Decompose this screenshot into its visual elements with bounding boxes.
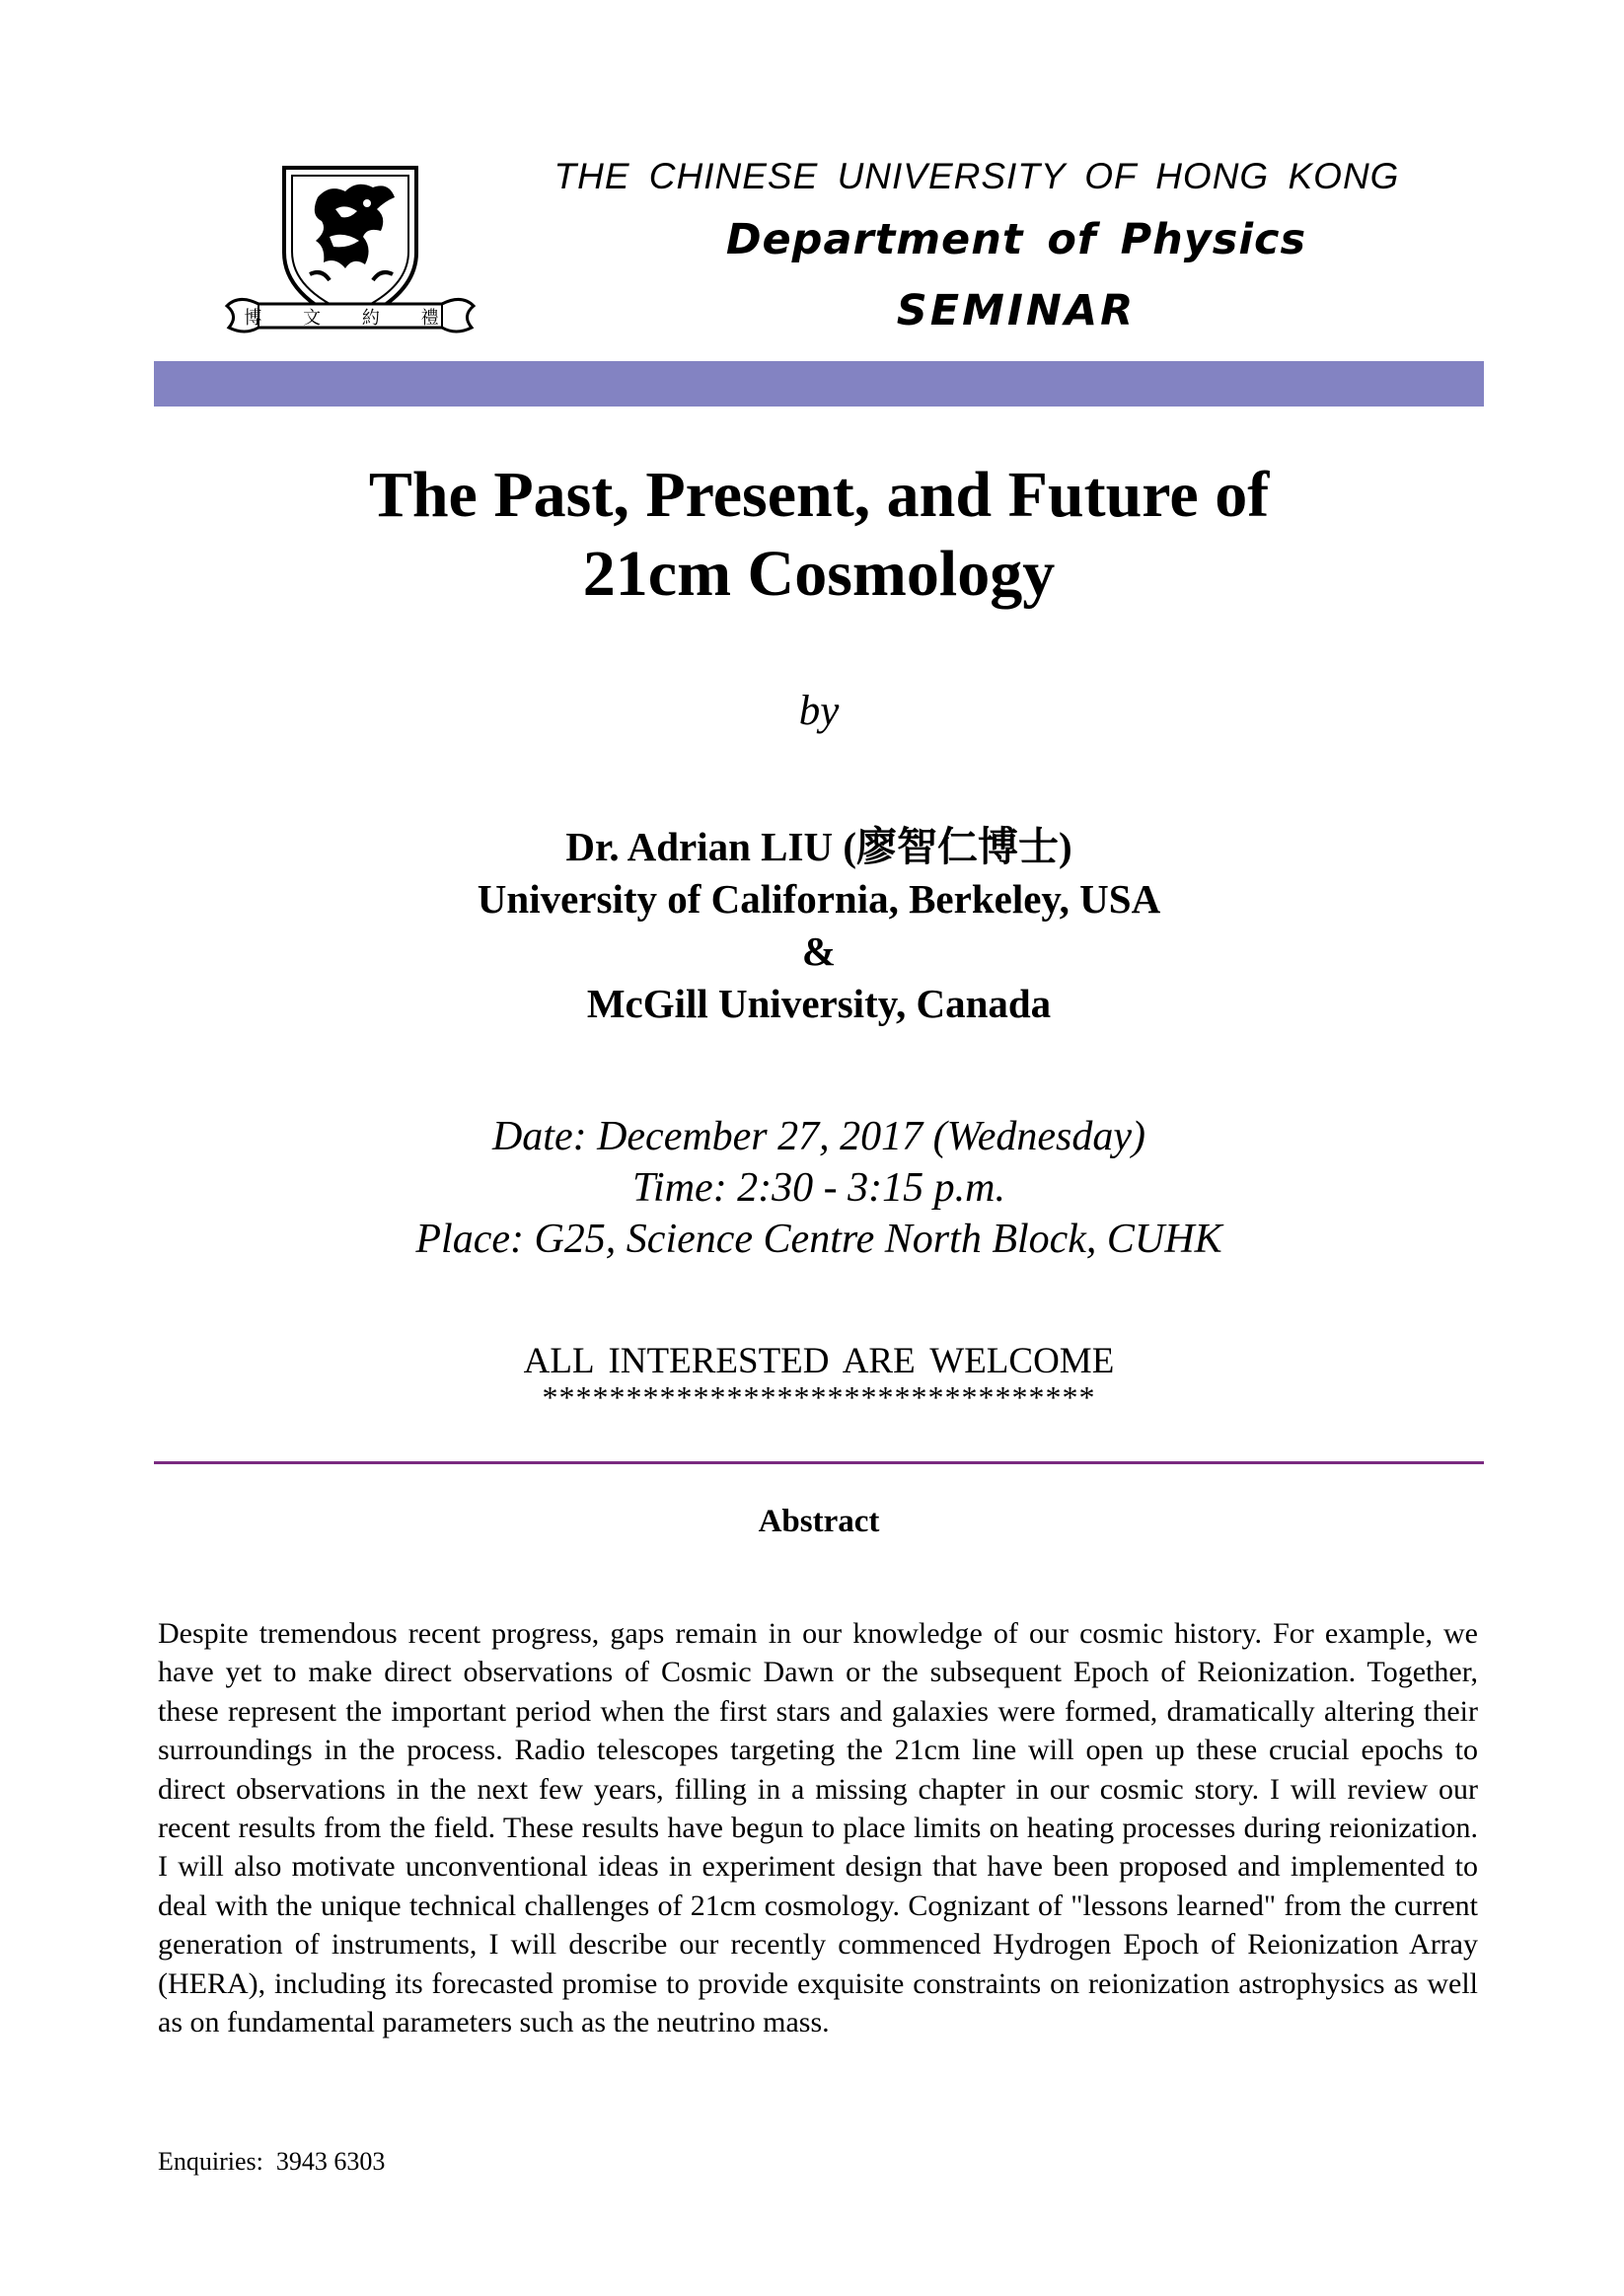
- speaker-name: Dr. Adrian LIU (廖智仁博士): [565, 824, 1072, 869]
- event-time: Time: 2:30 - 3:15 p.m.: [632, 1165, 1005, 1211]
- by-label: by: [798, 688, 840, 734]
- university-name: THE CHINESE UNIVERSITY OF HONG KONG: [554, 156, 1400, 196]
- header-band: [154, 361, 1484, 407]
- department-name: Department of Physics: [725, 215, 1307, 264]
- section-divider: [154, 1461, 1484, 1464]
- speaker-block: [154, 821, 1484, 1030]
- event-date: Date: December 27, 2017 (Wednesday): [491, 1114, 1146, 1159]
- event-details: [154, 1111, 1484, 1265]
- enquiries-line: Enquiries: 3943 6303: [158, 2147, 386, 2176]
- welcome-text: ALL INTERESTED ARE WELCOME: [523, 1341, 1115, 1381]
- talk-title-line-1: The Past, Present, and Future of: [368, 459, 1270, 531]
- university-crest-icon: [219, 158, 483, 343]
- abstract-body: Despite tremendous recent progress, gaps remain in our knowledge of our cosmic history. For example, we have yet to make direct observations of Cosmic Dawn or the subsequent Epoch of Reionization. Together, these represent the important period when the first stars and galaxies were formed, dramatically altering their surroundings in the process. Radio telescopes targeting the 21cm line will open up these crucial epochs to direct observations in the next few years, filling in a missing chapter in our cosmic story. I will review our recent results from the field. These results have begun to place limits on heating processes during reionization. I will also motivate unconventional ideas in experiment design that have been proposed and implemented to deal with the unique technical challenges of 21cm cosmology. Cognizant of "lessons learned" from the current generation of instruments, I will describe our recently commenced Hydrogen Epoch of Reionization Array (HERA), including its forecasted promise to provide exquisite constraints on reionization astrophysics as well as on fundamental parameters such as the neutrino mass.: [158, 1617, 1478, 2039]
- speaker-affiliation-2: McGill University, Canada: [586, 981, 1052, 1026]
- star-divider: *********************************: [542, 1379, 1096, 1415]
- talk-title: [154, 456, 1484, 614]
- speaker-affiliation-1: University of California, Berkeley, USA: [477, 876, 1161, 922]
- event-place: Place: G25, Science Centre North Block, CUHK: [415, 1217, 1222, 1262]
- abstract-heading: Abstract: [758, 1504, 880, 1539]
- event-type: SEMINAR: [896, 286, 1137, 335]
- speaker-ampersand: &: [801, 928, 837, 974]
- svg-text:博 文 約 禮: 博 文 約 禮: [244, 308, 457, 329]
- talk-title-line-2: 21cm Cosmology: [582, 538, 1056, 610]
